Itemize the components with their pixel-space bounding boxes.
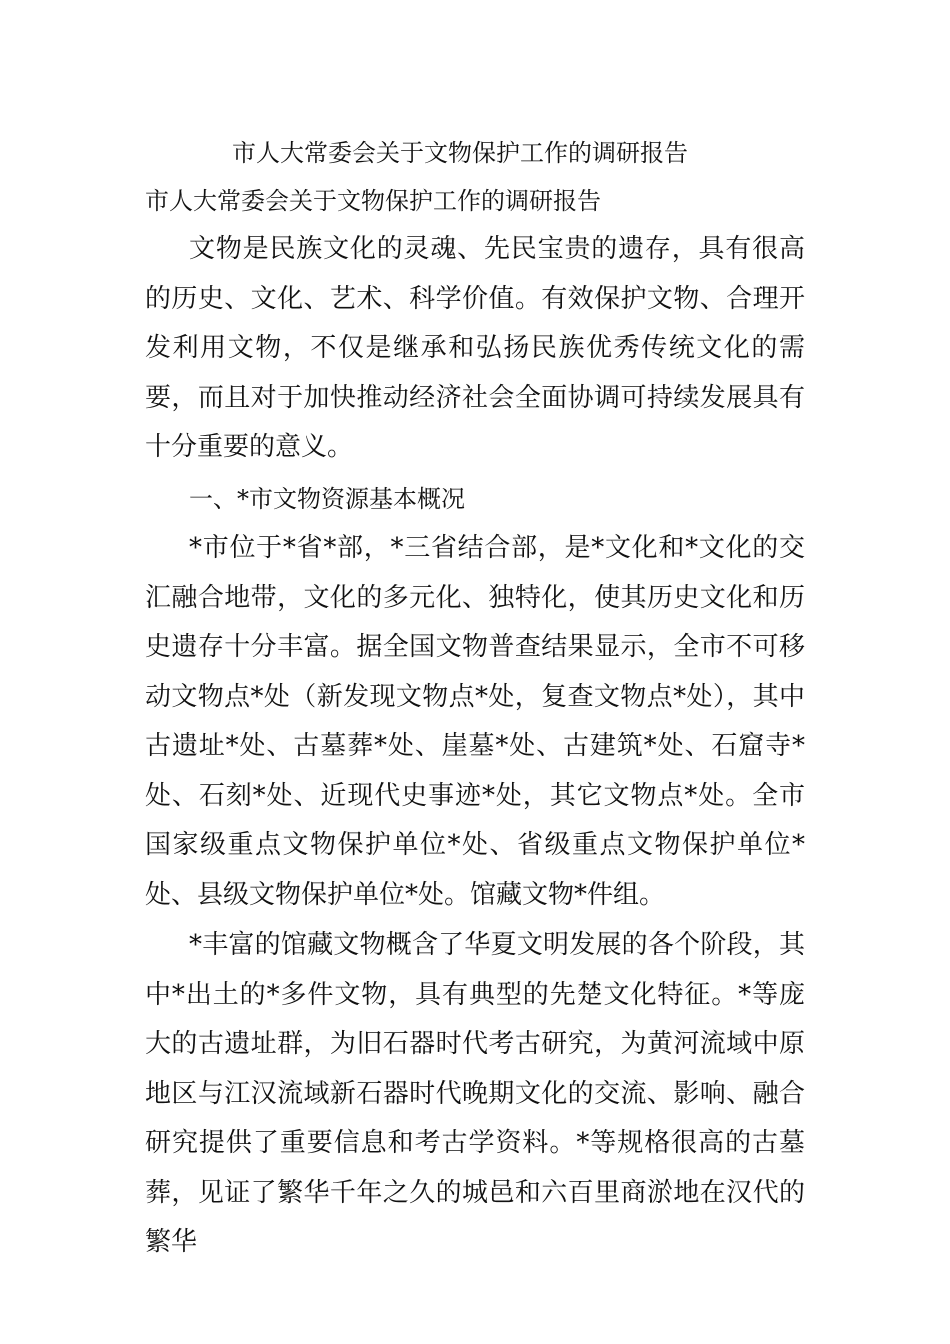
paragraph-intro: 文物是民族文化的灵魂、先民宝贵的遗存，具有很高的历史、文化、艺术、科学价值。有效保护文物、合理开发利用文物，不仅是继承和弘扬民族优秀传统文化的需要，而且对于加快推动经济社会全面协调可持续发展具有十分重要的意义。: [145, 234, 805, 462]
document-subtitle: 市人大常委会关于文物保护工作的调研报告: [145, 187, 601, 215]
document-title: 市人大常委会关于文物保护工作的调研报告: [232, 139, 688, 167]
paragraph-overview: *市位于*省*部，*三省结合部，是*文化和*文化的交汇融合地带，文化的多元化、独特化，使其历史文化和历史遗存十分丰富。据全国文物普查结果显示，全市不可移动文物点*处（新发现文物点*处，复查文物点*处），其中古遗址*处、古墓葬*处、崖墓*处、古建筑*处、石窟寺*处、石刻*处、近现代史事迹*处，其它文物点*处。全市国家级重点文物保护单位*处、省级重点文物保护单位*处、县级文物保护单位*处。馆藏文物*件组。: [145, 533, 805, 910]
paragraph-collection: *丰富的馆藏文物概含了华夏文明发展的各个阶段，其中*出土的*多件文物，具有典型的先楚文化特征。*等庞大的古遗址群，为旧石器时代考古研究，为黄河流域中原地区与江汉流域新石器时代晚期文化的交流、影响、融合研究提供了重要信息和考古学资料。*等规格很高的古墓葬，见证了繁华千年之久的城邑和六百里商淤地在汉代的繁华: [145, 930, 805, 1257]
section-heading: 一、*市文物资源基本概况: [189, 485, 465, 513]
